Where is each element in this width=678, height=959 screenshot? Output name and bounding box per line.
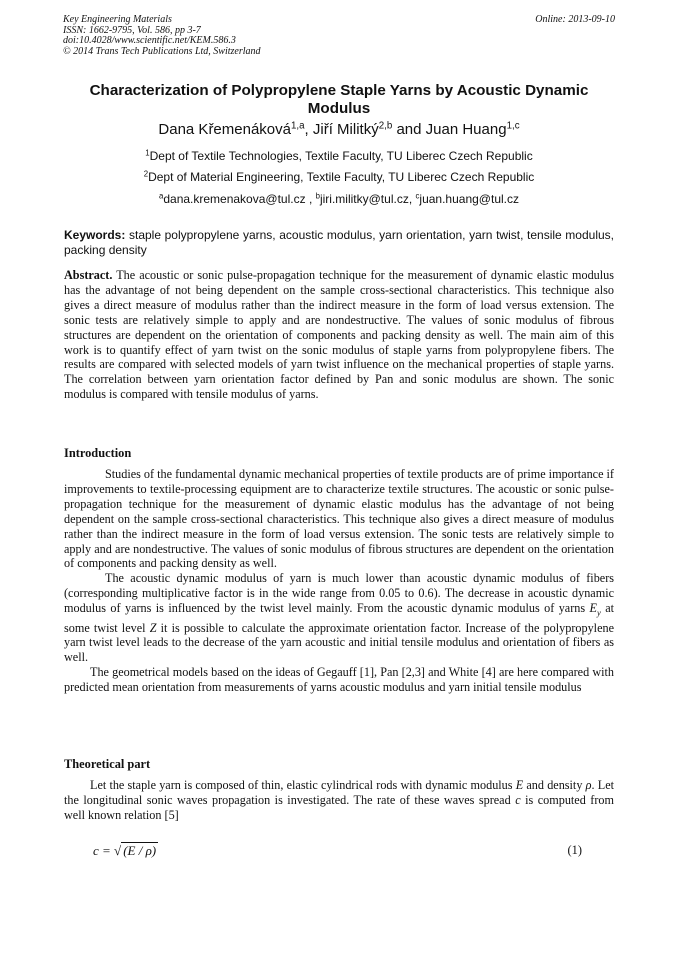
affil-mark: 2 [143,169,149,179]
equation-1 [93,842,158,859]
author-name: Juan Huang [425,121,507,138]
email-link[interactable]: dana.kremenakova@tul.cz [163,192,306,206]
email-link[interactable]: juan.huang@tul.cz [419,192,519,206]
author-name: Dana Křemenáková [158,121,291,138]
equation-radicand: (E / ρ) [123,843,157,858]
affil-text: Dept of Material Engineering, Textile Faculty, TU Liberec Czech Republic [148,170,535,184]
journal-header [63,15,261,57]
email-link[interactable]: jiri.militky@tul.cz [319,192,409,206]
affiliation-2 [60,170,618,184]
equation-number: (1) [567,843,582,857]
paragraph: The acoustic dynamic modulus of yarn is much lower than acoustic dynamic modulus of fibers (corresponding multiplicative factor is in the wide range from 0.05 to 0.6). The decrease in acoustic dynamic modulus of yarns is influenced by the twist level mainly. From the acoustic dynamic modulus of yarns $E_y$ at some twist level Z it is possible to calculate the approximate orientation factor. Increase of the polypropylene yarn twist level leads to the decrease of the yarn acoustic and initial tensile modulus and orientation of fibers as well. [64,571,614,665]
journal-doi[interactable]: doi:10.4028/www.scientific.net/KEM.586.3 [63,35,236,47]
abstract-text: The acoustic or sonic pulse-propagation technique for the measurement of dynamic elastic modulus has the advantage of not being dependent on the sample cross-sectional characteristics. This technique also gives a direct measure of modulus rather than the indirect measure in the form of load versus extension. The sonic tests are relatively simple to apply and are nondestructive. The values of sonic modulus of fibrous structures are dependent on the orientation of components and packing density as well. The main aim of this work is to quantify effect of yarn twist on the sonic modulus of staple yarns from polypropylene fibers. The results are compared with selected models of yarn twist influence on the mechanical properties of staple yarns. The correlation between yarn orientation factor defined by Pan and sonic modulus are shown. The sonic modulus is compared with tensile modulus of yarns. [64,268,614,402]
journal-issn: ISSN: 1662-9795, Vol. 586, pp 3-7 [63,24,201,36]
email-line [60,192,618,206]
sqrt-symbol: √ [114,843,122,858]
author-name: Jiří Militký [312,121,379,138]
keywords-label: Keywords: [64,228,126,242]
email-separator: , [408,192,416,206]
author-affil-mark: 1,a [290,120,305,132]
author-list [60,121,618,139]
affil-text: Dept of Textile Technologies, Textile Faculty, TU Liberec Czech Republic [149,149,533,163]
introduction-body [64,467,614,695]
section-heading-introduction: Introduction [64,446,132,460]
keywords [64,228,614,257]
journal-name: Key Engineering Materials [63,14,172,25]
paragraph: Let the staple yarn is composed of thin, elastic cylindrical rods with dynamic modulus E and density ρ. Let the longitudinal sonic waves propagation is investigated. The rate of these waves spread c is computed from well known relation [5] [64,778,615,822]
abstract-label: Abstract. [64,268,113,282]
affil-mark: 1 [145,148,150,158]
paper-title: Characterization of Polypropylene Staple Yarns by Acoustic Dynamic Modulus [89,82,589,117]
paragraph: The geometrical models based on the ideas of Gegauff [1], Pan [2,3] and White [4] are here compared with predicted mean orientation from measurements of yarns acoustic modulus and yarn initial tensile modulus [64,665,614,695]
email-mark: b [315,191,320,201]
equation-lhs: c = [93,843,115,858]
abstract [64,268,614,402]
section-heading-theory: Theoretical part [64,757,151,771]
journal-copyright: © 2014 Trans Tech Publications Ltd, Switzerland [63,45,261,57]
online-date: Online: 2013-09-10 [535,14,615,25]
email-mark: a [159,191,164,201]
keywords-text: staple polypropylene yarns, acoustic modulus, yarn orientation, yarn twist, tensile modulus, packing density [64,228,614,257]
email-mark: c [415,191,420,201]
email-separator: , [305,192,316,206]
theory-body [64,778,614,823]
author-separator: , [304,121,313,138]
author-affil-mark: 2,b [378,120,393,132]
paragraph: Studies of the fundamental dynamic mechanical properties of textile products are of prime importance if improvements to textile-processing equipment are to characterize textile structures. The acoustic or sonic pulse-propagation technique for the measurement of dynamic elastic modulus has the advantage of not being dependent on the sample cross-sectional characteristics. This technique also gives a direct measure of modulus rather than the indirect measure in the form of load versus extension. The sonic tests are relatively simple to apply and are nondestructive. The values of sonic modulus of fibrous structures are dependent on the orientation of components and packing density as well. [64,467,614,571]
author-affil-mark: 1,c [506,120,520,132]
affiliation-1 [60,149,618,163]
author-separator: and [392,121,426,138]
